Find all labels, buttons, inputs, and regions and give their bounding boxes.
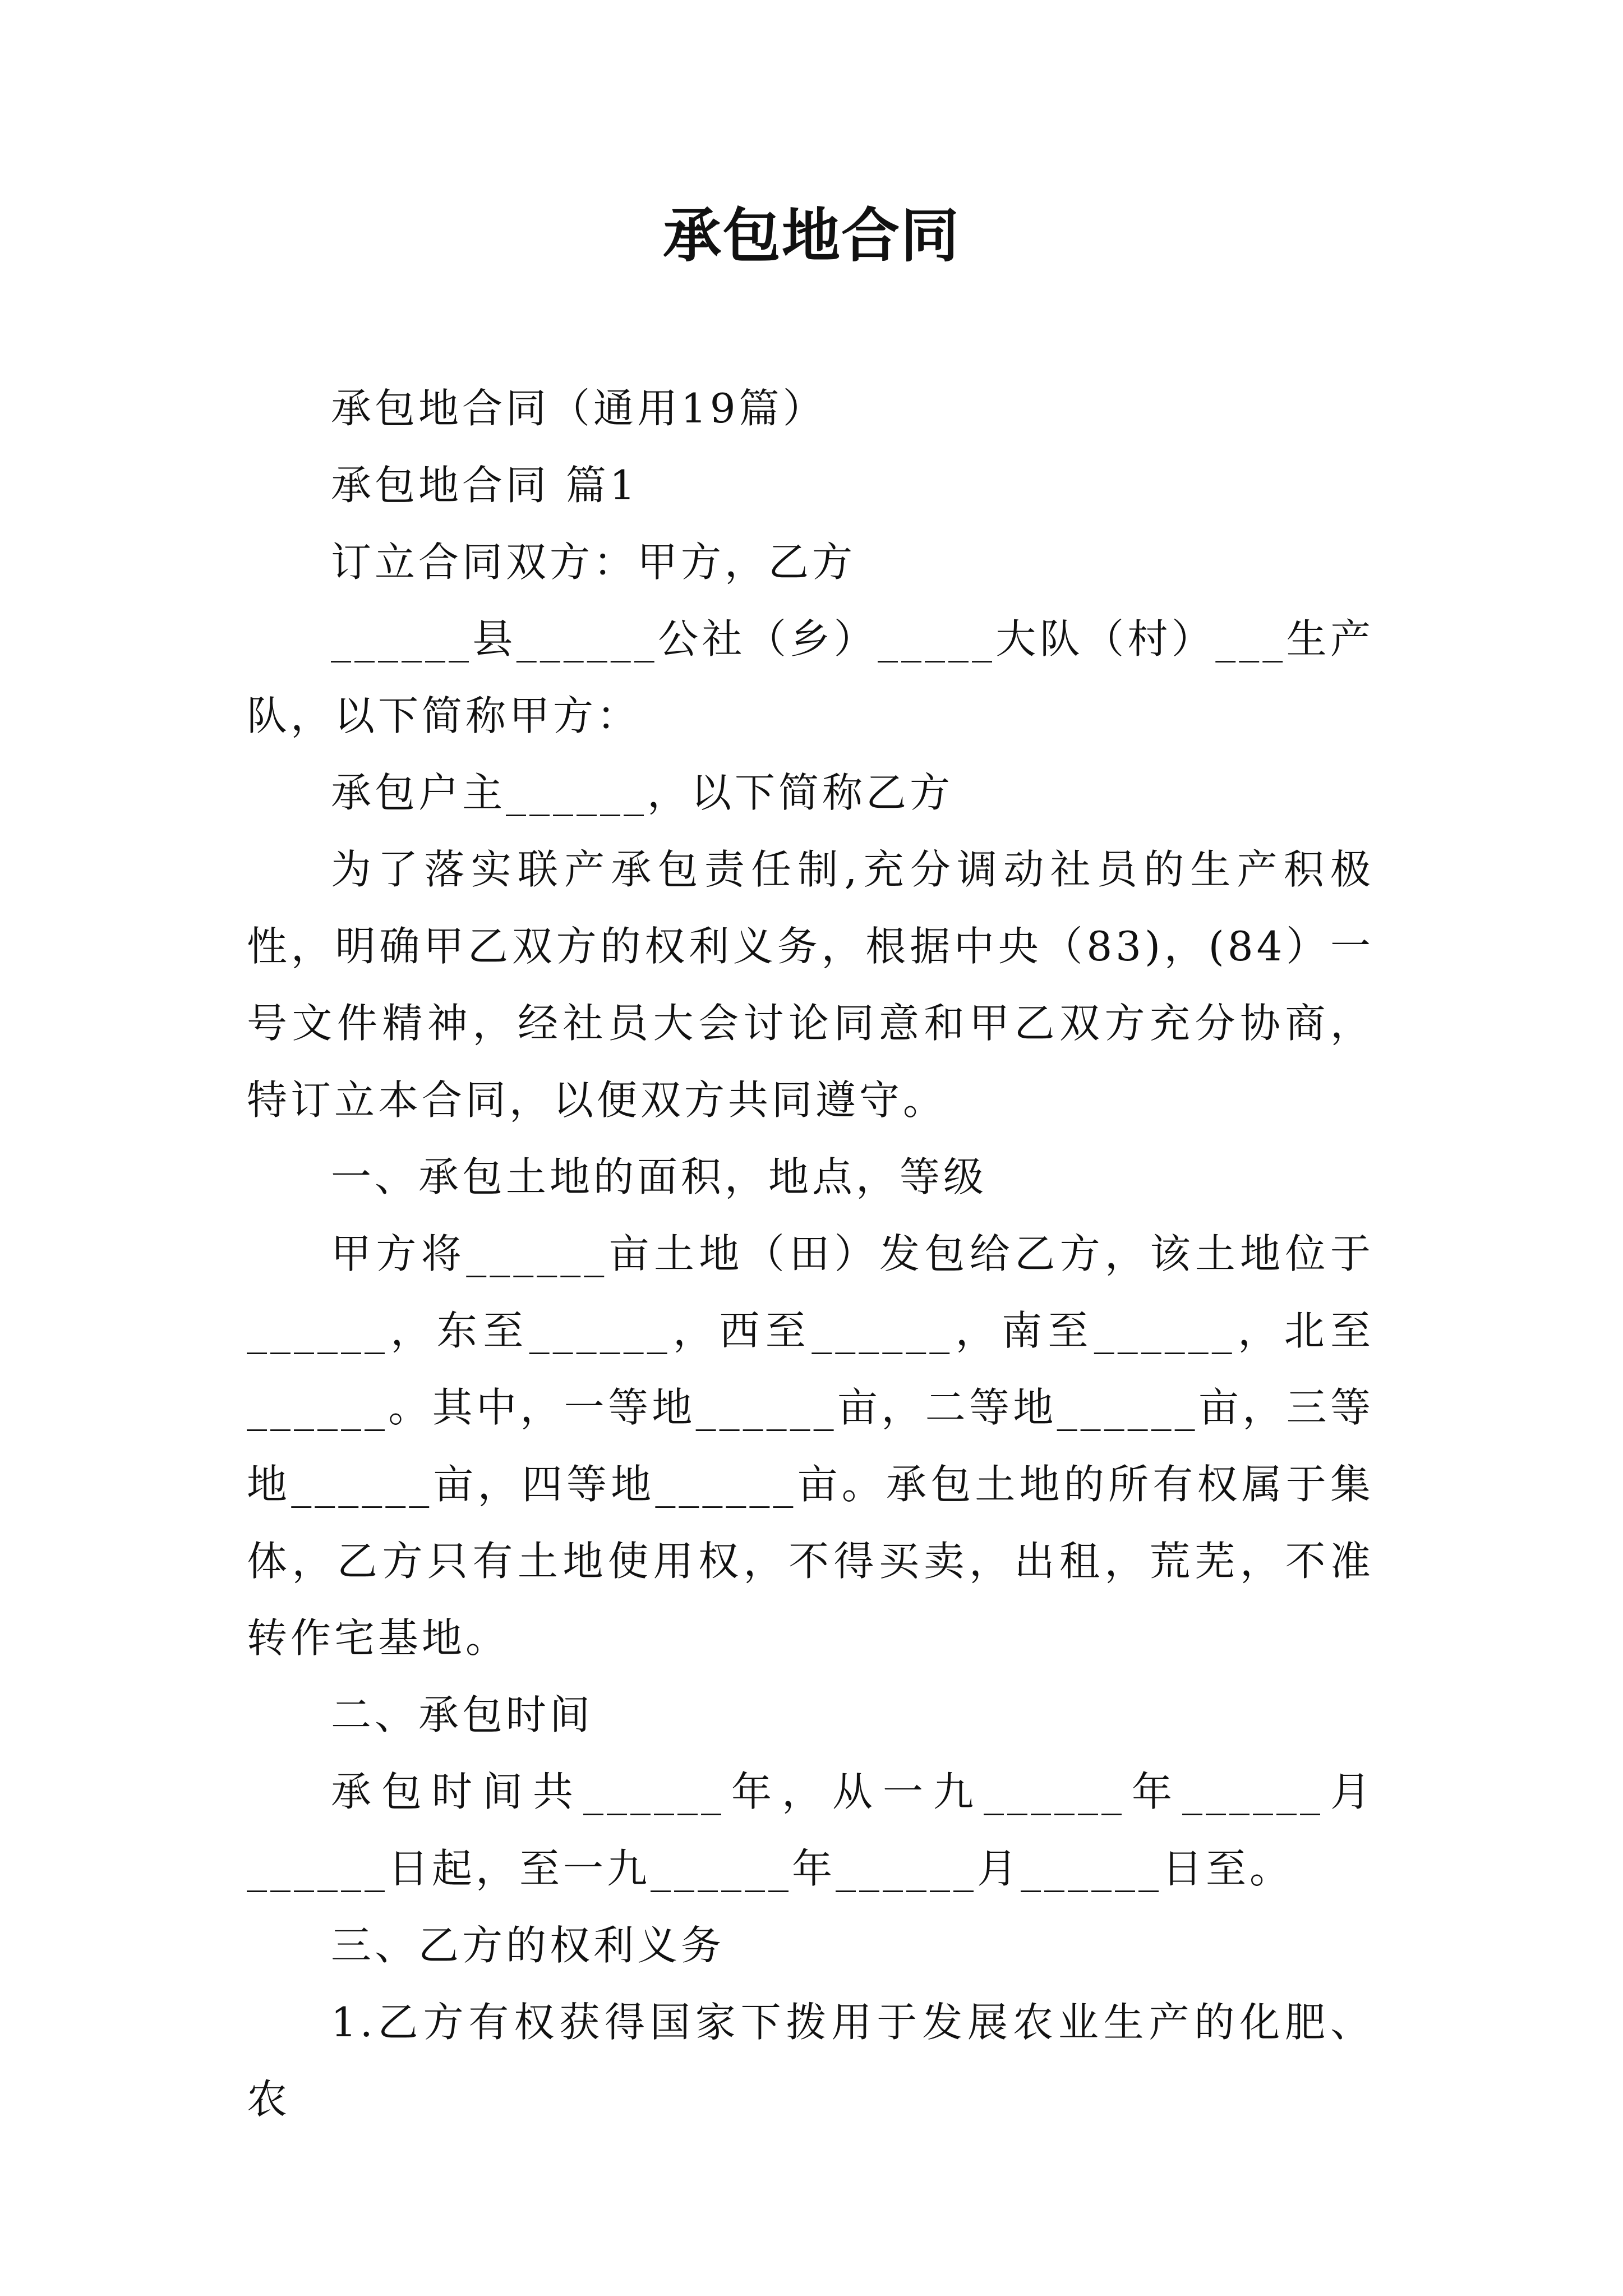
paragraph-section-heading: 承包地合同 篇1 (331, 462, 639, 509)
clause-heading-land: 一、承包土地的面积，地点，等级 (331, 1153, 988, 1200)
paragraph-preamble: 为了落实联产承包责任制,充分调动社员的生产积极性，明确甲乙双方的权利义务，根据中央（83)，(84）一号文件精神，经社员大会讨论同意和甲乙双方充分协商，特订立本合同，以便双方共同遵守。 (247, 846, 1374, 1124)
document-body (247, 370, 1374, 2138)
paragraph-rights-1: 1.乙方有权获得国家下拨用于发展农业生产的化肥、农 (247, 1999, 1374, 2123)
paragraph-term-details: 承包时间共______年，从一九______年______月______日起，至一九______年______月______日至。 (247, 1768, 1374, 1892)
paragraph-party-a: ______县______公社（乡）_____大队（村）___生产队，以下简称甲方： (247, 615, 1374, 739)
paragraph-party-b: 承包户主______，以下简称乙方 (331, 769, 954, 816)
paragraph-land-details: 甲方将______亩土地（田）发包给乙方，该土地位于______，东至______，西至______，南至______，北至______。其中，一等地______亩，二等地______亩，三等地______亩，四等地______亩。承包土地的所有权属于集体，乙方只有土地使用权，不得买卖，出租，荒芜，不准转作宅基地。 (247, 1230, 1374, 1662)
paragraph-parties: 订立合同双方：甲方，乙方 (331, 539, 856, 586)
paragraph-subtitle: 承包地合同（通用19篇） (331, 385, 827, 432)
document-title: 承包地合同 (662, 201, 960, 270)
clause-heading-rights: 三、乙方的权利义务 (331, 1922, 725, 1969)
clause-heading-term: 二、承包时间 (331, 1691, 594, 1738)
